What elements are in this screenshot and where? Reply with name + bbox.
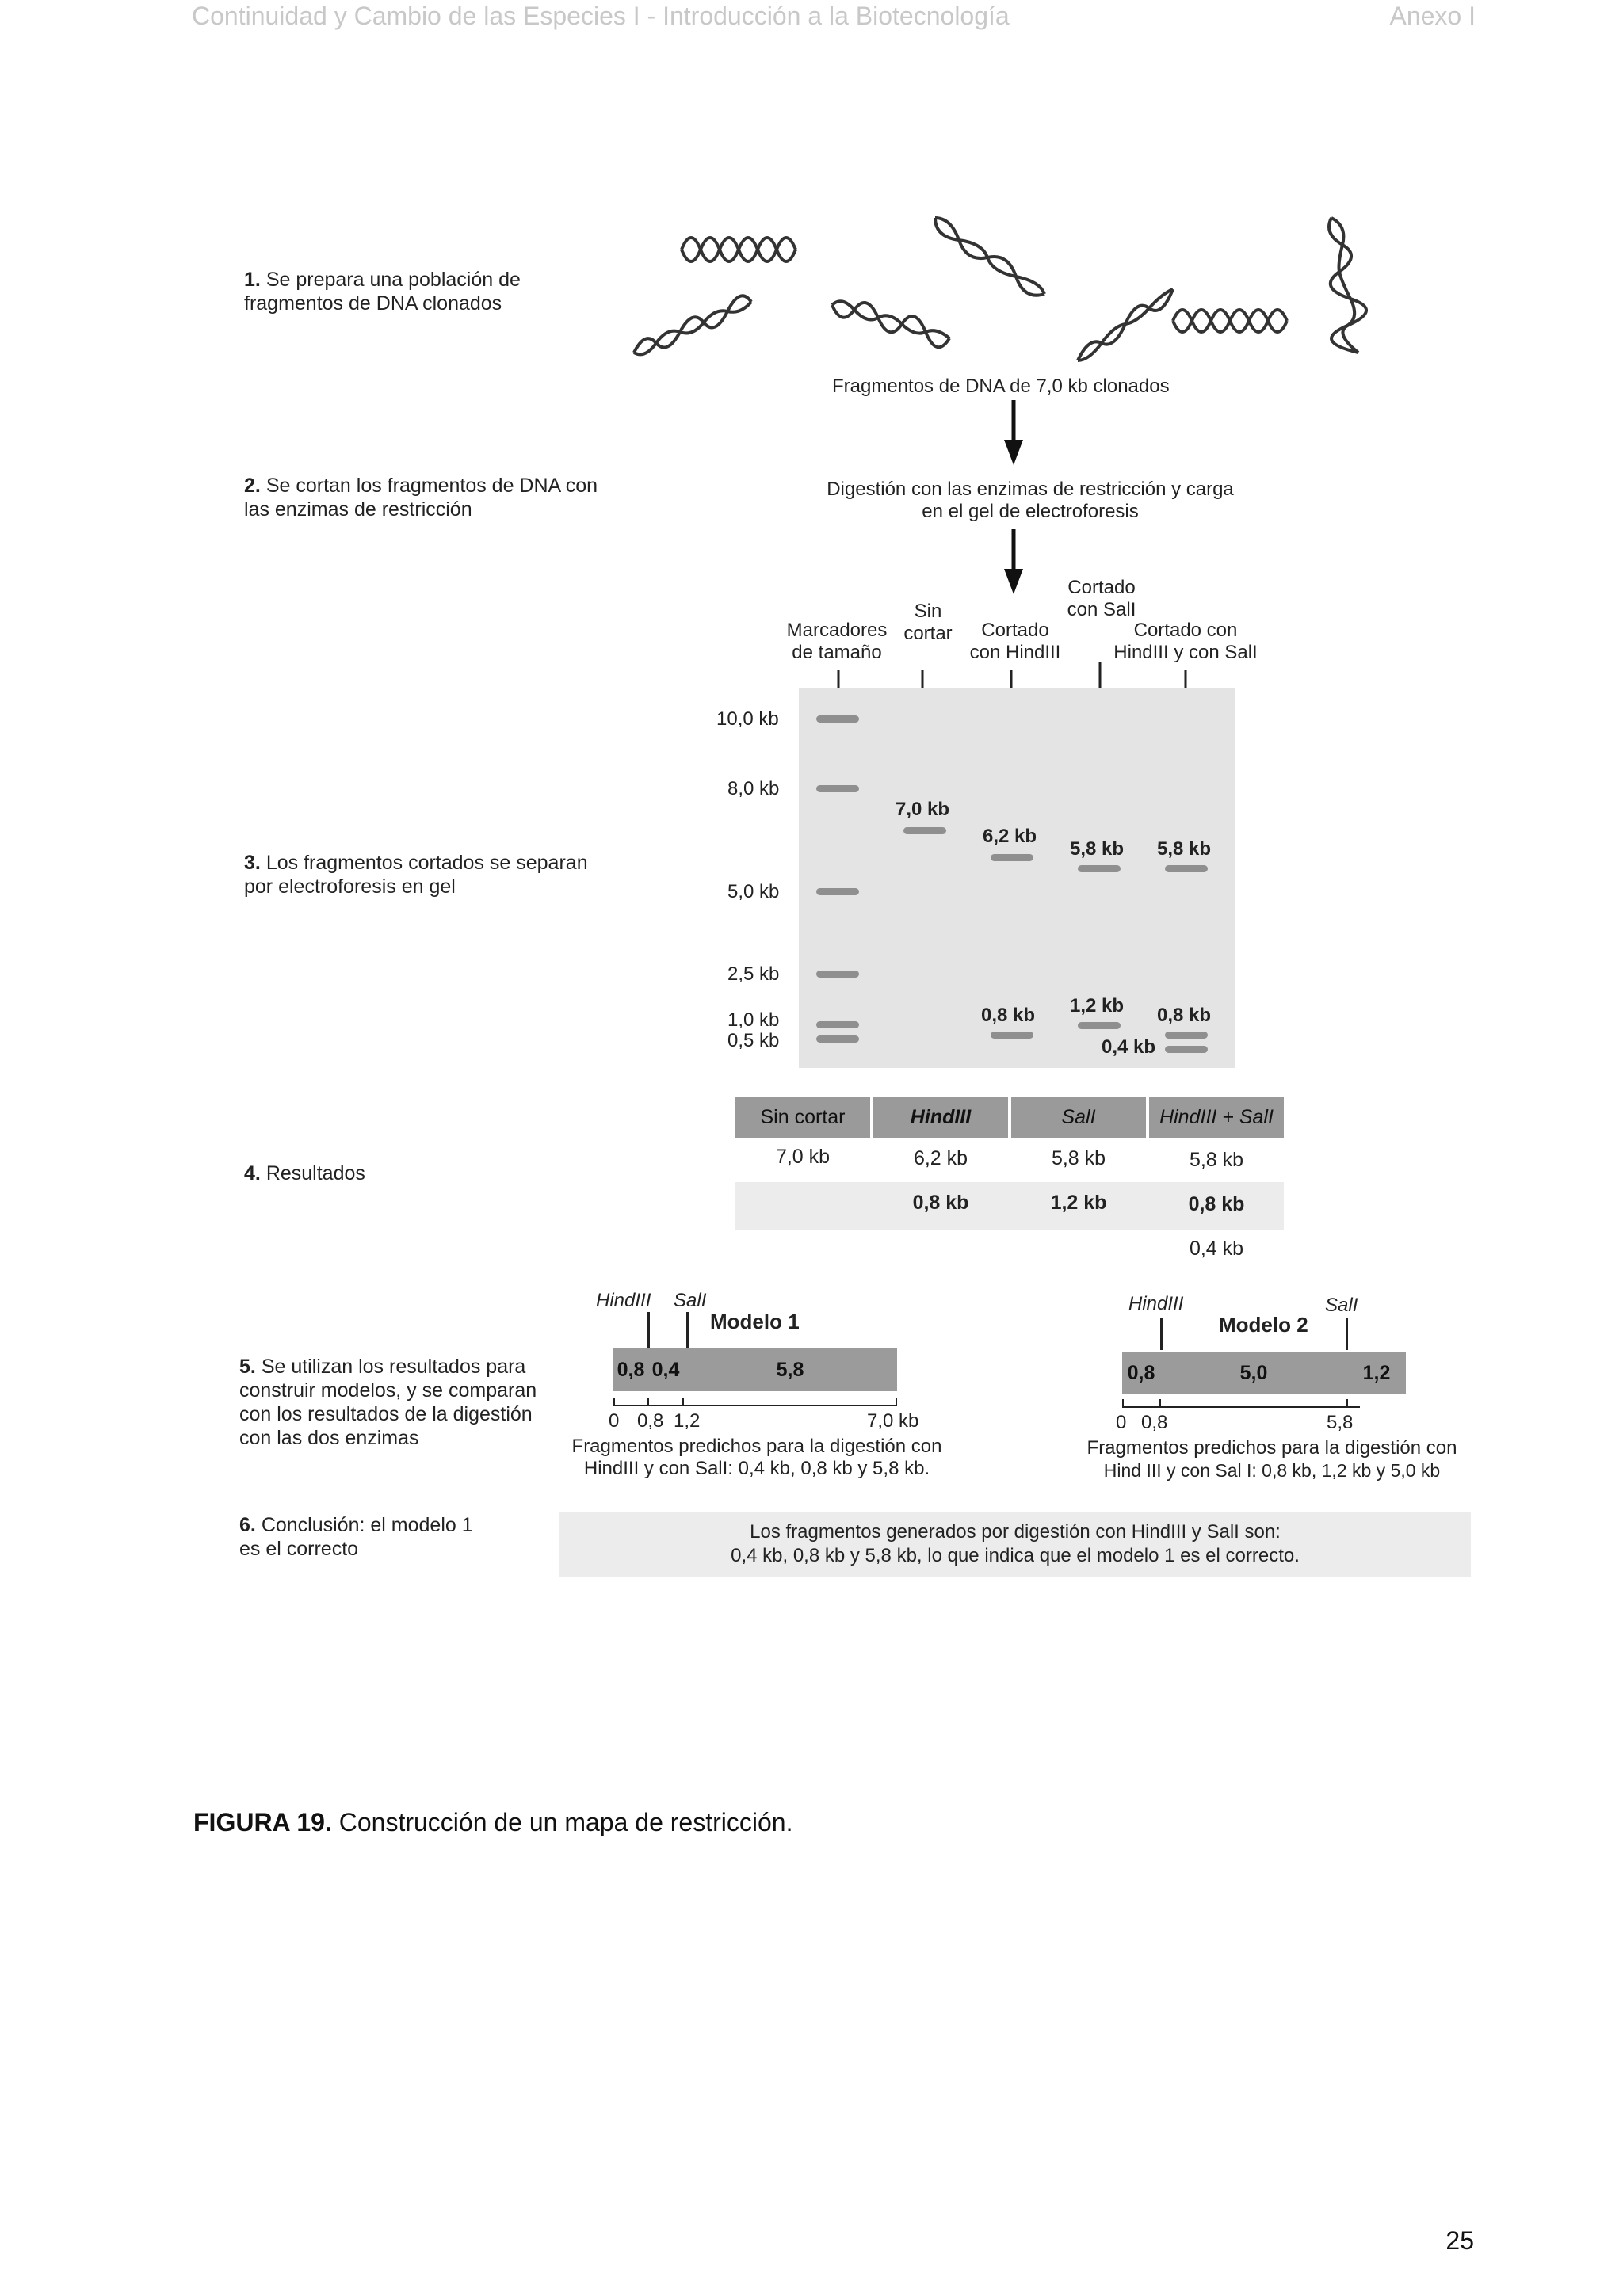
lane-label-both: Cortado con HindIII y con SalI <box>1113 620 1258 663</box>
gel-band-label: 5,8 kb <box>1157 838 1212 860</box>
fragments-label: Fragmentos de DNA de 7,0 kb clonados <box>832 376 1170 397</box>
page-number: 25 <box>1445 2226 1474 2255</box>
model1-segment: 0,4 <box>651 1358 680 1381</box>
down-arrow-icon <box>1004 400 1023 465</box>
model2-prediction: Hind III y con Sal I: 0,8 kb, 1,2 kb y 5,0 kb <box>1103 1460 1441 1481</box>
model1-scale-label: 7,0 kb <box>867 1410 919 1432</box>
marker-size-label: 0,5 kb <box>727 1030 780 1051</box>
results-header: HindIII <box>873 1097 1008 1138</box>
running-header-title: Continuidad y Cambio de las Especies I - Introducción a la Biotecnología <box>192 2 1010 30</box>
results-header: HindIII + SalI <box>1149 1097 1284 1138</box>
step-5: 5. Se utilizan los resultados para construir modelos, y se comparan con los resultados de la digestión con las dos enzimas <box>239 1356 537 1449</box>
lane-label-hind: Cortado con HindIII <box>969 620 1061 663</box>
model1-prediction: Fragmentos predichos para la digestión con <box>571 1436 942 1457</box>
marker-band <box>816 971 859 978</box>
model2-title: Modelo 2 <box>1219 1313 1308 1337</box>
step-3: 3. Los fragmentos cortados se separan por electroforesis en gel <box>244 852 588 898</box>
model1-site-line <box>686 1312 689 1348</box>
running-header-annex: Anexo I <box>1389 2 1476 30</box>
model1-scale-label: 1,2 <box>674 1410 701 1432</box>
result-cell: 0,8 kb <box>912 1192 969 1214</box>
model2-map-bar <box>1122 1352 1406 1394</box>
model2-scale-label: 0 <box>1116 1412 1127 1433</box>
marker-band <box>816 1035 859 1043</box>
gel-band-label: 6,2 kb <box>983 826 1037 847</box>
gel-band-label: 0,8 kb <box>1157 1005 1212 1026</box>
marker-band <box>816 1021 859 1028</box>
results-header: Sin cortar <box>735 1097 870 1138</box>
model2-segment: 1,2 <box>1362 1361 1391 1384</box>
result-cell: 0,8 kb <box>1188 1193 1245 1215</box>
digestion-label-1: Digestión con las enzimas de restricción y carga <box>827 479 1234 500</box>
lane-label-uncut: Sin cortar <box>903 601 953 644</box>
marker-size-label: 1,0 kb <box>727 1009 780 1031</box>
gel-band-uncut <box>903 827 946 834</box>
marker-size-label: 2,5 kb <box>727 963 780 985</box>
gel-band-label: 1,2 kb <box>1070 995 1125 1016</box>
gel-band-hind <box>991 854 1033 861</box>
model2-scale <box>1122 1398 1407 1413</box>
model1-site-hind: HindIII <box>596 1290 651 1311</box>
model1-scale-label: 0 <box>609 1410 620 1432</box>
gel-band-both <box>1165 1032 1208 1039</box>
model2-scale-label: 0,8 <box>1141 1412 1168 1433</box>
model1-scale-label: 0,8 <box>637 1410 664 1432</box>
marker-band <box>816 888 859 895</box>
step-4: 4. Resultados <box>244 1162 365 1184</box>
gel-band-label: 0,8 kb <box>981 1005 1036 1026</box>
model2-site-line <box>1160 1318 1163 1350</box>
model1-prediction: HindIII y con SalI: 0,4 kb, 0,8 kb y 5,8 kb. <box>583 1458 930 1479</box>
step-6: 6. Conclusión: el modelo 1 es el correcto <box>239 1514 473 1560</box>
step-1: 1. Se prepara una población de fragmentos de DNA clonados <box>244 269 521 315</box>
gel-band-hind <box>991 1032 1033 1039</box>
conclusion-text: 0,4 kb, 0,8 kb y 5,8 kb, lo que indica que el modelo 1 es el correcto. <box>731 1545 1300 1566</box>
digestion-label-2: en el gel de electroforesis <box>922 501 1139 522</box>
model1-site-sal: SalI <box>674 1290 707 1311</box>
model2-segment: 5,0 <box>1239 1361 1268 1384</box>
model2-site-hind: HindIII <box>1128 1293 1184 1314</box>
dna-fragments-illustration <box>618 202 1442 384</box>
model1-segment: 0,8 <box>617 1358 645 1381</box>
result-cell: 5,8 kb <box>1051 1147 1106 1169</box>
gel-band-sal <box>1078 865 1121 872</box>
result-cell: 0,4 kb <box>1189 1238 1244 1260</box>
result-cell: 1,2 kb <box>1050 1192 1107 1214</box>
figure-caption: FIGURA 19. Construcción de un mapa de restricción. <box>193 1808 793 1836</box>
gel-band-both <box>1165 865 1208 872</box>
model1-map-bar <box>613 1348 897 1391</box>
gel-band-both <box>1165 1046 1208 1053</box>
step-2: 2. Se cortan los fragmentos de DNA con las enzimas de restricción <box>244 475 598 521</box>
down-arrow-icon <box>1004 529 1023 594</box>
gel-band-label: 0,4 kb <box>1102 1036 1156 1058</box>
result-cell: 6,2 kb <box>913 1147 968 1169</box>
model2-site-line <box>1346 1318 1348 1350</box>
model2-site-sal: SalI <box>1325 1295 1358 1316</box>
results-header: SalI <box>1011 1097 1146 1138</box>
result-cell: 7,0 kb <box>775 1146 831 1168</box>
gel-band-label: 7,0 kb <box>896 799 950 820</box>
model1-site-line <box>647 1312 650 1348</box>
marker-band <box>816 715 859 723</box>
lane-label-sal: Cortado con SalI <box>1067 577 1136 620</box>
gel-band-label: 5,8 kb <box>1070 838 1125 860</box>
conclusion-text: Los fragmentos generados por digestión con HindIII y SalI son: <box>750 1521 1281 1543</box>
result-cell: 5,8 kb <box>1189 1149 1244 1171</box>
lane-label-markers: Marcadores de tamaño <box>786 620 888 663</box>
marker-size-label: 10,0 kb <box>716 708 779 730</box>
marker-band <box>816 785 859 792</box>
model1-title: Modelo 1 <box>710 1310 800 1333</box>
marker-size-label: 8,0 kb <box>727 778 780 799</box>
model1-scale <box>613 1396 899 1412</box>
model2-segment: 0,8 <box>1127 1361 1155 1384</box>
model1-segment: 5,8 <box>776 1358 804 1381</box>
model2-prediction: Fragmentos predichos para la digestión con <box>1086 1437 1457 1459</box>
model2-scale-label: 5,8 <box>1327 1412 1354 1433</box>
marker-size-label: 5,0 kb <box>727 881 780 902</box>
gel-band-sal <box>1078 1022 1121 1029</box>
